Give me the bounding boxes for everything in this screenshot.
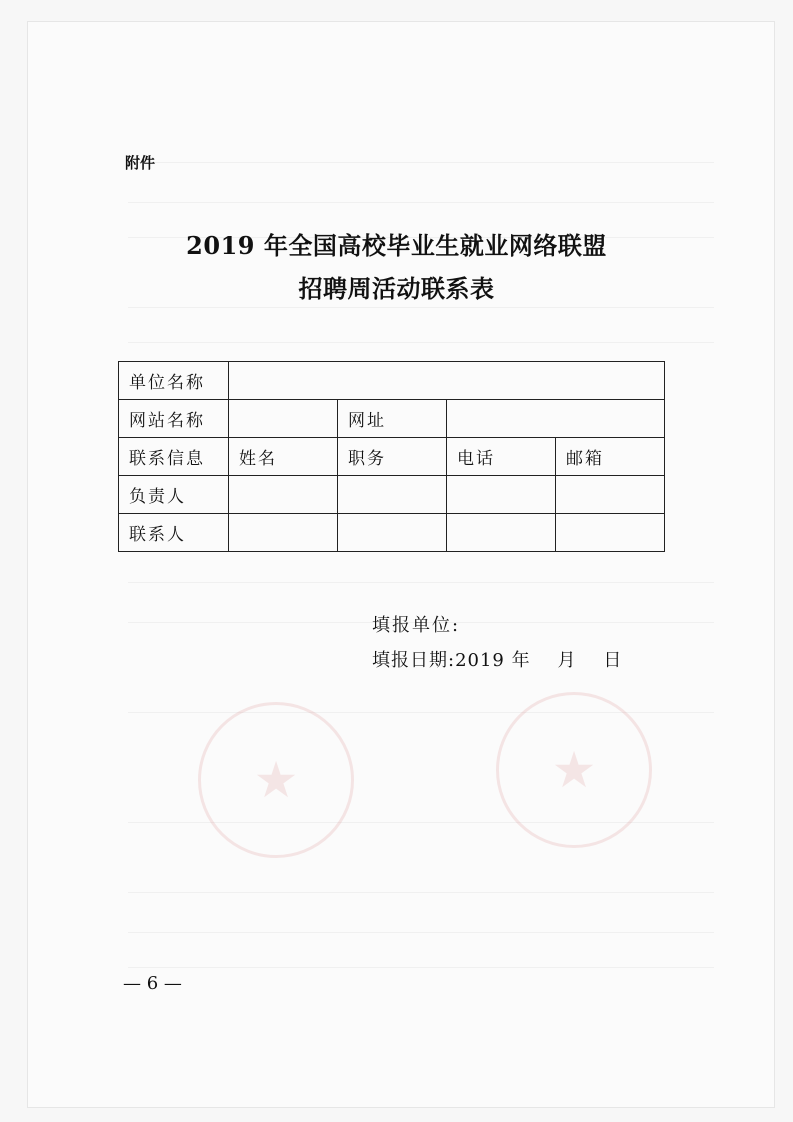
position-column-header: 职务 (338, 438, 447, 476)
leader-name-field[interactable] (229, 476, 338, 514)
contact-form-table (118, 361, 665, 552)
phone-column-header: 电话 (447, 438, 556, 476)
table-row (119, 400, 665, 438)
filing-date-label: 填报日期:2019 年 月 日 (372, 650, 623, 671)
table-row (119, 438, 665, 476)
document-title-line2: 招聘周活动联系表 (298, 274, 495, 303)
filing-unit-label: 填报单位: (372, 615, 461, 636)
contact-info-label: 联系信息 (119, 438, 229, 476)
site-name-label: 网站名称 (119, 400, 229, 438)
url-field[interactable] (447, 400, 665, 438)
url-label: 网址 (338, 400, 447, 438)
unit-name-label: 单位名称 (119, 362, 229, 400)
attachment-label: 附件 (125, 154, 156, 172)
leader-phone-field[interactable] (447, 476, 556, 514)
table-row (119, 362, 665, 400)
name-column-header: 姓名 (229, 438, 338, 476)
leader-position-field[interactable] (338, 476, 447, 514)
unit-name-field[interactable] (229, 362, 665, 400)
contact-email-field[interactable] (556, 514, 665, 552)
contact-person-label: 联系人 (119, 514, 229, 552)
leader-label: 负责人 (119, 476, 229, 514)
contact-name-field[interactable] (229, 514, 338, 552)
bleed-through-stamp-left: ★ (198, 702, 354, 858)
site-name-field[interactable] (229, 400, 338, 438)
paper-sheet (28, 22, 774, 1107)
page-number: — 6 — (123, 973, 182, 994)
email-column-header: 邮箱 (556, 438, 665, 476)
leader-email-field[interactable] (556, 476, 665, 514)
contact-phone-field[interactable] (447, 514, 556, 552)
bleed-through-stamp-right: ★ (496, 692, 652, 848)
table-row (119, 514, 665, 552)
document-title-line1: 2019 年全国高校毕业生就业网络联盟 (186, 231, 607, 260)
table-row (119, 476, 665, 514)
contact-position-field[interactable] (338, 514, 447, 552)
